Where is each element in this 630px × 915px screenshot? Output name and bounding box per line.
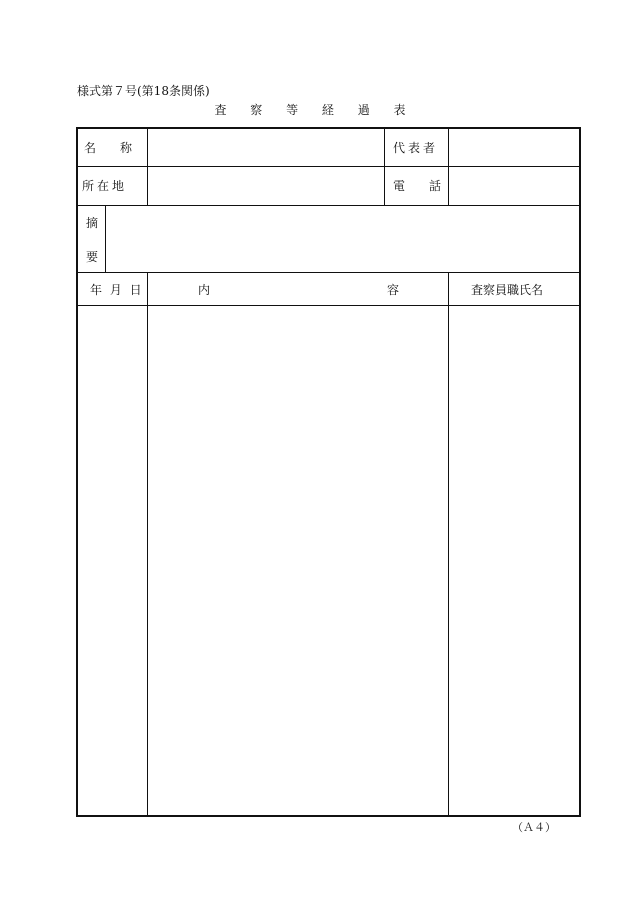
location-field[interactable] xyxy=(149,168,383,204)
content-entry-column[interactable] xyxy=(149,307,447,815)
row-divider xyxy=(77,272,580,273)
content-column-header-right: 容 xyxy=(387,283,400,297)
name-label: 名 称 xyxy=(84,141,133,155)
representative-field[interactable] xyxy=(450,129,579,165)
content-column-header-left: 内 xyxy=(198,283,211,297)
inspector-column-header: 査察員職氏名 xyxy=(471,283,544,297)
paper-size-note: （Ａ４） xyxy=(512,821,556,834)
form-number: 様式第７号(第18条関係) xyxy=(77,84,210,98)
column-divider xyxy=(448,272,449,816)
representative-label: 代表者 xyxy=(393,141,439,155)
row-divider xyxy=(77,305,580,306)
date-column-header: 年 月 日 xyxy=(90,283,144,297)
summary-label-top: 摘 xyxy=(86,216,99,230)
column-divider xyxy=(105,205,106,272)
summary-label-bottom: 要 xyxy=(86,250,99,264)
column-divider xyxy=(147,128,148,205)
phone-field[interactable] xyxy=(450,168,579,204)
location-label: 所在地 xyxy=(82,179,128,193)
column-divider xyxy=(448,128,449,205)
column-divider xyxy=(384,128,385,205)
page-title: 査 察 等 経 過 表 xyxy=(214,103,416,117)
date-entry-column[interactable] xyxy=(78,307,146,815)
phone-label: 電 話 xyxy=(393,179,442,193)
column-divider xyxy=(147,272,148,816)
summary-field[interactable] xyxy=(107,207,579,271)
name-field[interactable] xyxy=(149,129,383,165)
inspector-entry-column[interactable] xyxy=(450,307,579,815)
row-divider xyxy=(77,166,580,167)
row-divider xyxy=(77,205,580,206)
